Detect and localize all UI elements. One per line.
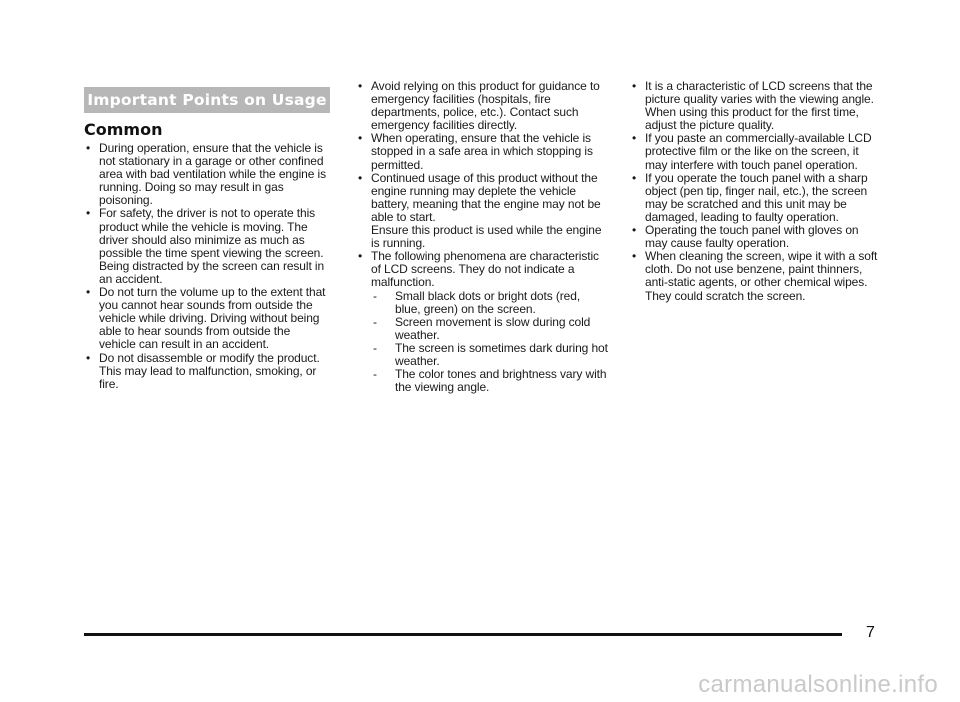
sub-list-item [371, 368, 608, 394]
list-item [84, 352, 330, 391]
column-3 [630, 80, 882, 303]
dash-icon: - [373, 340, 377, 355]
bullet-icon: • [632, 79, 637, 93]
list-item [630, 250, 882, 302]
list-item-text: The following phenomena are characteristic of LCD screens. They do not indicate a malfunction. [371, 249, 599, 290]
column-1 [84, 80, 330, 391]
column-2 [356, 80, 608, 394]
sub-list-item [371, 316, 608, 342]
bullet-icon: • [632, 131, 637, 146]
list-item-text: Continued usage of this product without the engine running may deplete the vehicle battery, meaning that the engine may not be able to start. [371, 170, 601, 224]
bullet-icon: • [358, 170, 363, 185]
list-item [356, 250, 608, 394]
bullet-icon: • [358, 79, 363, 93]
list-item [84, 207, 330, 286]
sub-list-item-text: The screen is sometimes dark during hot weather. [395, 340, 608, 368]
footer-rule [84, 633, 842, 636]
bullet-icon: • [632, 249, 637, 264]
list-item-text: When cleaning the screen, wipe it with a soft cloth. Do not use benzene, paint thinners, anti-static agents, or other chemical wipes. They could scratch the screen. [645, 249, 878, 303]
list-item [356, 172, 608, 251]
sub-list-item [371, 290, 608, 316]
sub-list [371, 290, 608, 395]
list-item-text: During operation, ensure that the vehicle is not stationary in a garage or other confined area with bad ventilation while the engine is running. Doing so may result in gas poisoning. [99, 141, 326, 208]
list-item [630, 132, 882, 171]
bullet-list [84, 142, 330, 391]
list-item-text: Do not turn the volume up to the extent that you cannot hear sounds from outside the vehicle while driving. Driving without being able to hear sounds from outside the vehicle can result in an accident. [99, 285, 326, 352]
list-item-text: For safety, the driver is not to operate this product while the vehicle is moving. The driver should also minimize as much as possible the time spent viewing the screen. Being distracted by the screen can result in an accident. [99, 206, 325, 286]
bullet-icon: • [86, 285, 91, 300]
list-item [356, 132, 608, 171]
bullet-list [630, 80, 882, 303]
bullet-icon: • [358, 131, 363, 146]
list-item-text: If you operate the touch panel with a sharp object (pen tip, finger nail, etc.), the screen may be scratched and this unit may be damaged, leading to faulty operation. [645, 170, 868, 224]
list-item-text: Avoid relying on this product for guidance to emergency facilities (hospitals, fire departments, police, etc.). Contact such emergency facilities directly. [371, 79, 600, 133]
bullet-icon: • [632, 223, 637, 238]
watermark: carmanualsonline.info [698, 671, 938, 698]
section-banner: Important Points on Usage [84, 87, 330, 113]
list-item-text: When operating, ensure that the vehicle is stopped in a safe area in which stopping is permitted. [371, 131, 593, 172]
dash-icon: - [373, 367, 377, 382]
sub-list-item [371, 342, 608, 368]
list-item-text: Do not disassemble or modify the product. This may lead to malfunction, smoking, or fire. [99, 350, 320, 391]
list-item-text: It is a characteristic of LCD screens that the picture quality varies with the viewing angle. When using this product for the first time, adjust the picture quality. [645, 79, 874, 133]
sub-list-item-text: The color tones and brightness vary with the viewing angle. [395, 367, 607, 395]
list-item-note: Ensure this product is used while the engine is running. [371, 223, 602, 251]
bullet-icon: • [86, 350, 91, 365]
list-item [630, 224, 882, 250]
list-item [356, 80, 608, 132]
dash-icon: - [373, 314, 377, 329]
dash-icon: - [373, 288, 377, 303]
list-item [84, 286, 330, 351]
bullet-icon: • [86, 141, 91, 155]
section-heading: Common [84, 120, 163, 139]
bullet-icon: • [86, 206, 91, 221]
list-item [630, 80, 882, 132]
list-item [84, 142, 330, 207]
bullet-list [356, 80, 608, 394]
bullet-icon: • [358, 249, 363, 264]
bullet-icon: • [632, 170, 637, 185]
page-number: 7 [866, 624, 875, 641]
list-item-text: If you paste an commercially-available LCD protective film or the like on the screen, it may interfere with touch panel operation. [645, 131, 872, 172]
list-item-text: Operating the touch panel with gloves on may cause faulty operation. [645, 223, 859, 251]
sub-list-item-text: Small black dots or bright dots (red, blue, green) on the screen. [395, 288, 581, 316]
list-item [630, 172, 882, 224]
sub-list-item-text: Screen movement is slow during cold weather. [395, 314, 591, 342]
